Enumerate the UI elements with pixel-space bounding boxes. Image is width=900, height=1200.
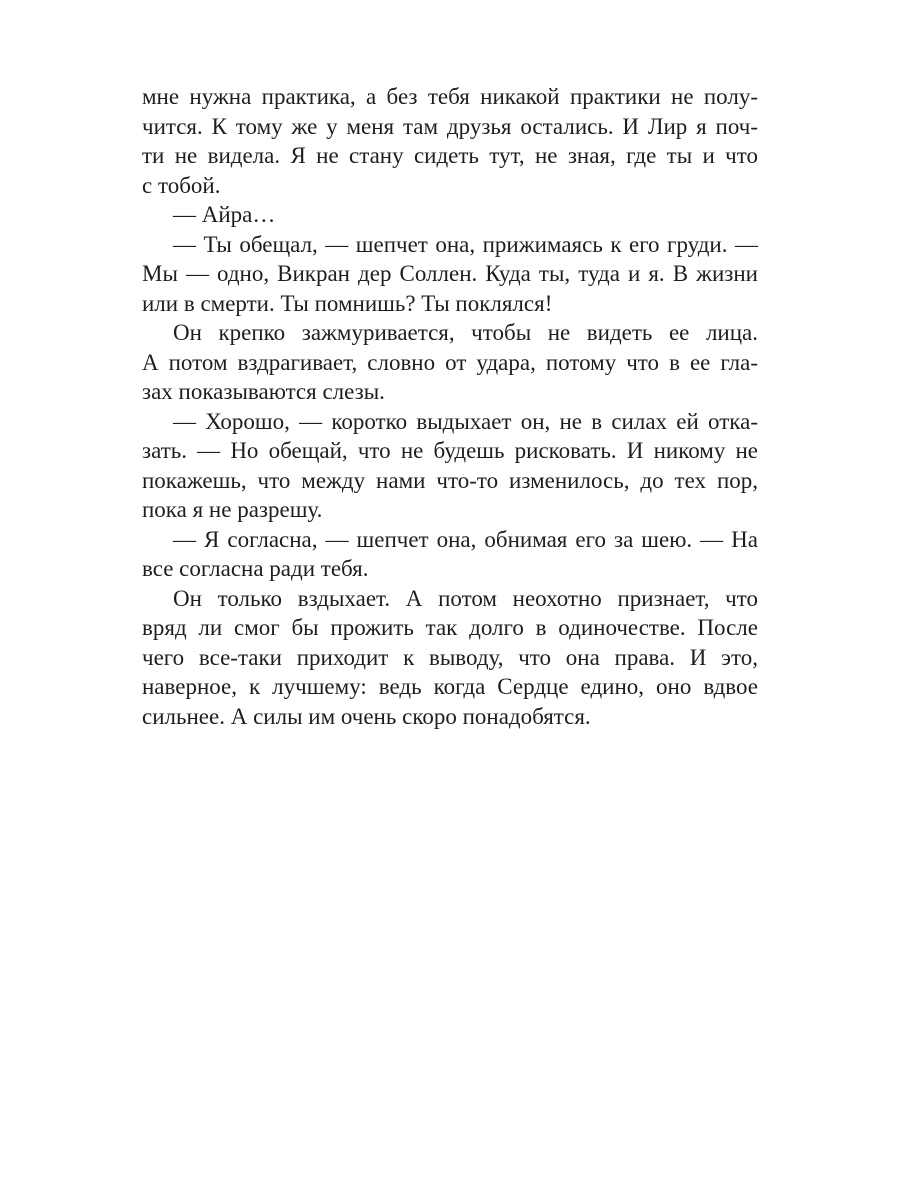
text-line: с тобой.: [142, 172, 221, 198]
text-line: чего все-таки приходит к выводу, что она права. И это,: [142, 644, 758, 670]
text-line: вряд ли смог бы прожить так долго в одиночестве. После: [142, 615, 758, 640]
text-line: Он только вздыхает. А потом неохотно признает, что: [173, 585, 758, 611]
text-line: зах показываются слезы.: [142, 379, 385, 404]
text-line: — Ты обещал, — шепчет она, прижимаясь к его груди. —: [173, 231, 758, 257]
text-line: зать. — Но обещай, что не будешь рисковать. И никому не: [142, 438, 758, 463]
text-line: — Айра…: [173, 202, 276, 227]
text-line: пока я не разрешу.: [142, 497, 323, 522]
text-line: — Я согласна, — шепчет она, обнимая его за шею. — На: [173, 526, 758, 552]
text-line: ти не видела. Я не стану сидеть тут, не зная, где ты и что: [142, 143, 758, 168]
text-line: А потом вздрагивает, словно от удара, потому что в ее гла-: [142, 349, 758, 375]
text-line: Он крепко зажмуривается, чтобы не видеть ее лица.: [173, 320, 758, 345]
text-line: или в смерти. Ты помнишь? Ты поклялся!: [142, 290, 553, 316]
text-line: мне нужна практика, а без тебя никакой практики не полу-: [142, 84, 758, 109]
text-line: Мы — одно, Викран дер Соллен. Куда ты, туда и я. В жизни: [142, 261, 758, 286]
text-line: чится. К тому же у меня там друзья остались. И Лир я поч-: [142, 113, 758, 139]
text-line: — Хорошо, — коротко выдыхает он, не в силах ей отка-: [173, 408, 758, 434]
text-line: все согласна ради тебя.: [142, 556, 369, 581]
text-line: сильнее. А силы им очень скоро понадобятся.: [142, 703, 591, 729]
book-page-text: [142, 82, 758, 731]
text-line: покажешь, что между нами что-то изменилось, до тех пор,: [142, 467, 758, 493]
text-line: наверное, к лучшему: ведь когда Сердце едино, оно вдвое: [142, 674, 758, 699]
